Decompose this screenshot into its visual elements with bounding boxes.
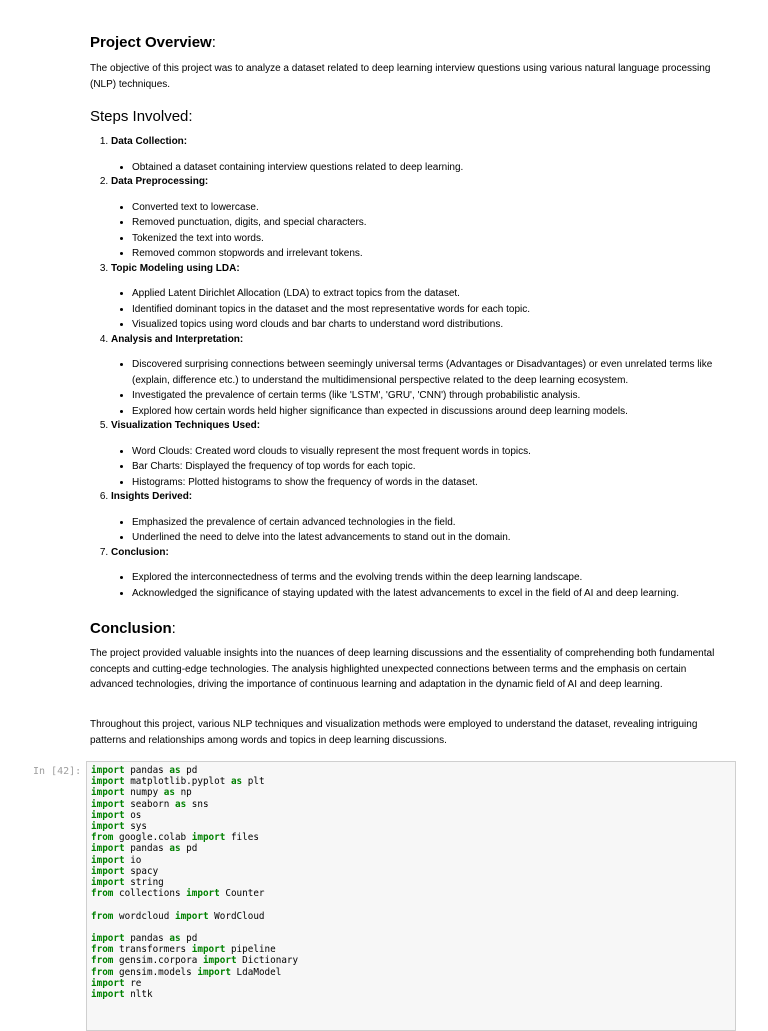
- code-line: [91, 866, 731, 877]
- conclusion-heading: Conclusion:: [90, 620, 176, 637]
- code-text: google.colab: [113, 832, 192, 844]
- step-details-list: [111, 200, 720, 262]
- step-item: [111, 134, 720, 175]
- step-detail-item: • Bar Charts: Displayed the frequency of top words for each topic.: [132, 459, 720, 475]
- code-text: re: [124, 977, 142, 989]
- code-line: [91, 787, 731, 798]
- code-keyword: import: [91, 877, 125, 889]
- code-keyword: from: [91, 944, 114, 956]
- step-title: 7. Conclusion:: [111, 546, 169, 558]
- code-text: numpy: [124, 787, 164, 799]
- steps-heading-block: [90, 107, 720, 127]
- step-details-list: [111, 444, 720, 491]
- steps-heading: Steps Involved:: [90, 108, 193, 125]
- code-text: np: [174, 787, 192, 799]
- step-detail-item: • Explored the interconnectedness of terms and the evolving trends within the deep learning landscape.: [132, 570, 720, 586]
- code-keyword: import: [91, 776, 125, 788]
- step-details-list: [111, 160, 720, 176]
- code-keyword: import: [91, 765, 125, 776]
- code-keyword: import: [91, 865, 125, 877]
- code-keyword: from: [91, 888, 114, 900]
- code-text: collections: [113, 888, 187, 900]
- code-text: Dictionary: [236, 955, 299, 967]
- step-detail-item: • Identified dominant topics in the dataset and the most representative words for each topic.: [132, 302, 720, 318]
- step-detail-item: • Tokenized the text into words.: [132, 231, 720, 247]
- step-detail-item: • Investigated the prevalence of certain terms (like 'LSTM', 'GRU', 'CNN') through probabilistic analysis.: [132, 388, 720, 404]
- code-text: transformers: [113, 944, 192, 956]
- code-keyword: import: [197, 966, 231, 978]
- code-keyword: import: [91, 977, 125, 989]
- step-detail-item: • Acknowledged the significance of staying updated with the latest advancements to excel in the field of AI and deep learning.: [132, 586, 720, 602]
- step-detail-item: • Visualized topics using word clouds and bar charts to understand word distributions.: [132, 317, 720, 333]
- step-item: [111, 489, 720, 546]
- code-text: pd: [180, 843, 198, 855]
- code-line: [91, 832, 731, 843]
- code-line: [91, 911, 731, 922]
- step-detail-item: • Explored how certain words held higher significance than expected in discussions around deep learning models.: [132, 404, 720, 420]
- code-line: [91, 989, 731, 1000]
- code-keyword: import: [91, 843, 125, 855]
- overview-section: [90, 33, 720, 53]
- code-keyword: import: [191, 944, 226, 956]
- code-line: [91, 843, 731, 854]
- code-text: WordCloud: [208, 910, 265, 922]
- code-text: matplotlib.pyplot: [124, 776, 231, 788]
- step-detail-item: • Converted text to lowercase.: [132, 200, 720, 216]
- code-keyword: as: [163, 787, 175, 799]
- step-details-list: [111, 570, 720, 601]
- code-text: gensim.corpora: [113, 955, 203, 967]
- code-text: string: [124, 877, 164, 889]
- code-keyword: import: [91, 933, 125, 945]
- step-detail-item: • Applied Latent Dirichlet Allocation (LDA) to extract topics from the dataset.: [132, 286, 720, 302]
- step-details-list: [111, 515, 720, 546]
- code-keyword: as: [169, 933, 181, 945]
- step-detail-item: • Discovered surprising connections between seemingly universal terms (Advantages or Disadvantages) or even unrelated terms like (explain, difference etc.) to understand the multidimensional perspective related to the deep learning ecosystem.: [132, 357, 720, 388]
- code-keyword: import: [91, 787, 125, 799]
- step-title: 1. Data Collection:: [111, 136, 188, 147]
- step-title: 3. Topic Modeling using LDA:: [111, 262, 240, 274]
- code-line: [91, 776, 731, 787]
- code-text: pd: [180, 933, 198, 945]
- step-item: [111, 332, 720, 420]
- code-text: nltk: [124, 989, 153, 1001]
- code-line: [91, 933, 731, 944]
- step-detail-item: • Underlined the need to delve into the latest advancements to stand out in the domain.: [132, 530, 720, 546]
- code-keyword: import: [191, 832, 226, 844]
- step-details-list: [111, 286, 720, 333]
- code-keyword: import: [202, 955, 237, 967]
- step-title: 5. Visualization Techniques Used:: [111, 420, 261, 431]
- overview-text: The objective of this project was to analyze a dataset related to deep learning interview questions using various natural language processing (NLP) techniques.: [90, 63, 711, 90]
- steps-section: [90, 134, 720, 601]
- conclusion-paragraph-2-block: [90, 717, 720, 748]
- code-line: [91, 967, 731, 978]
- code-text: LdaModel: [230, 966, 282, 978]
- step-item: [111, 261, 720, 333]
- code-keyword: from: [91, 832, 114, 844]
- code-cell[interactable]: [86, 761, 736, 1031]
- steps-list: [90, 134, 720, 601]
- code-line: [91, 922, 731, 933]
- code-keyword: import: [91, 821, 125, 833]
- code-text: files: [225, 832, 259, 844]
- code-keyword: from: [91, 910, 114, 922]
- code-keyword: as: [169, 765, 181, 776]
- code-text: sys: [124, 821, 147, 833]
- overview-text-block: [90, 61, 720, 92]
- code-keyword: as: [169, 843, 181, 855]
- conclusion-paragraph-1: The project provided valuable insights into the nuances of deep learning discussions and the essentiality of comprehending both fundamental concepts and cutting-edge technologies. The analysis highlighted unexpected connections between terms and the emphasis on certain advanced technologies, driving the importance of continuous learning and adaptation in the dynamic field of AI and deep learning.: [90, 648, 715, 690]
- step-item: [111, 545, 720, 602]
- overview-heading: Project Overview:: [90, 34, 216, 51]
- conclusion-heading-block: [90, 619, 720, 639]
- code-text: pandas: [124, 843, 170, 855]
- code-line: [91, 821, 731, 832]
- code-keyword: from: [91, 955, 114, 967]
- step-title: 6. Insights Derived:: [111, 491, 193, 502]
- code-line: [91, 888, 731, 899]
- step-detail-item: • Obtained a dataset containing interview questions related to deep learning.: [132, 160, 720, 176]
- step-detail-item: • Removed common stopwords and irrelevant tokens.: [132, 246, 720, 262]
- code-keyword: import: [91, 798, 125, 810]
- code-text: io: [124, 854, 142, 866]
- conclusion-paragraph-2: Throughout this project, various NLP techniques and visualization methods were employed to understand the dataset, revealing intriguing patterns and relationships among words and topics in deep learning discussions.: [90, 719, 698, 746]
- code-line: [91, 877, 731, 888]
- code-text: plt: [242, 776, 265, 788]
- code-text: sns: [186, 798, 209, 810]
- code-text: seaborn: [124, 798, 175, 810]
- code-line: [91, 899, 731, 910]
- code-line: [91, 955, 731, 966]
- code-text: wordcloud: [113, 910, 175, 922]
- step-detail-item: • Removed punctuation, digits, and special characters.: [132, 215, 720, 231]
- step-item: [111, 418, 720, 490]
- step-details-list: [111, 357, 720, 419]
- code-keyword: import: [91, 989, 125, 1001]
- code-keyword: as: [230, 776, 243, 788]
- code-keyword: import: [186, 888, 220, 900]
- step-item: [111, 174, 720, 262]
- code-line: [91, 978, 731, 989]
- code-keyword: from: [91, 966, 114, 978]
- code-line: [91, 799, 731, 810]
- code-keyword: import: [91, 854, 125, 866]
- step-title: 2. Data Preprocessing:: [111, 176, 209, 187]
- code-line: [91, 944, 731, 955]
- code-line: [91, 855, 731, 866]
- code-text: pipeline: [225, 944, 276, 956]
- code-keyword: as: [174, 798, 187, 810]
- code-line: [91, 810, 731, 821]
- code-text: pandas: [124, 933, 170, 945]
- code-keyword: import: [91, 809, 125, 821]
- conclusion-paragraph-1-block: [90, 646, 720, 693]
- cell-prompt: In [42]:: [33, 766, 82, 777]
- step-detail-item: • Word Clouds: Created word clouds to visually represent the most frequent words in topics.: [132, 444, 720, 460]
- code-text: Counter: [219, 888, 265, 900]
- code-text: pandas: [124, 765, 170, 776]
- step-title: 4. Analysis and Interpretation:: [111, 333, 244, 345]
- code-text: spacy: [124, 865, 159, 877]
- code-keyword: import: [174, 910, 209, 922]
- code-text: os: [124, 809, 142, 821]
- step-detail-item: • Histograms: Plotted histograms to show the frequency of words in the dataset.: [132, 475, 720, 491]
- code-text: gensim.models: [113, 966, 198, 978]
- code-line: [91, 765, 731, 776]
- step-detail-item: • Emphasized the prevalence of certain advanced technologies in the field.: [132, 515, 720, 531]
- code-text: pd: [180, 765, 198, 776]
- code-editor[interactable]: [91, 765, 731, 1000]
